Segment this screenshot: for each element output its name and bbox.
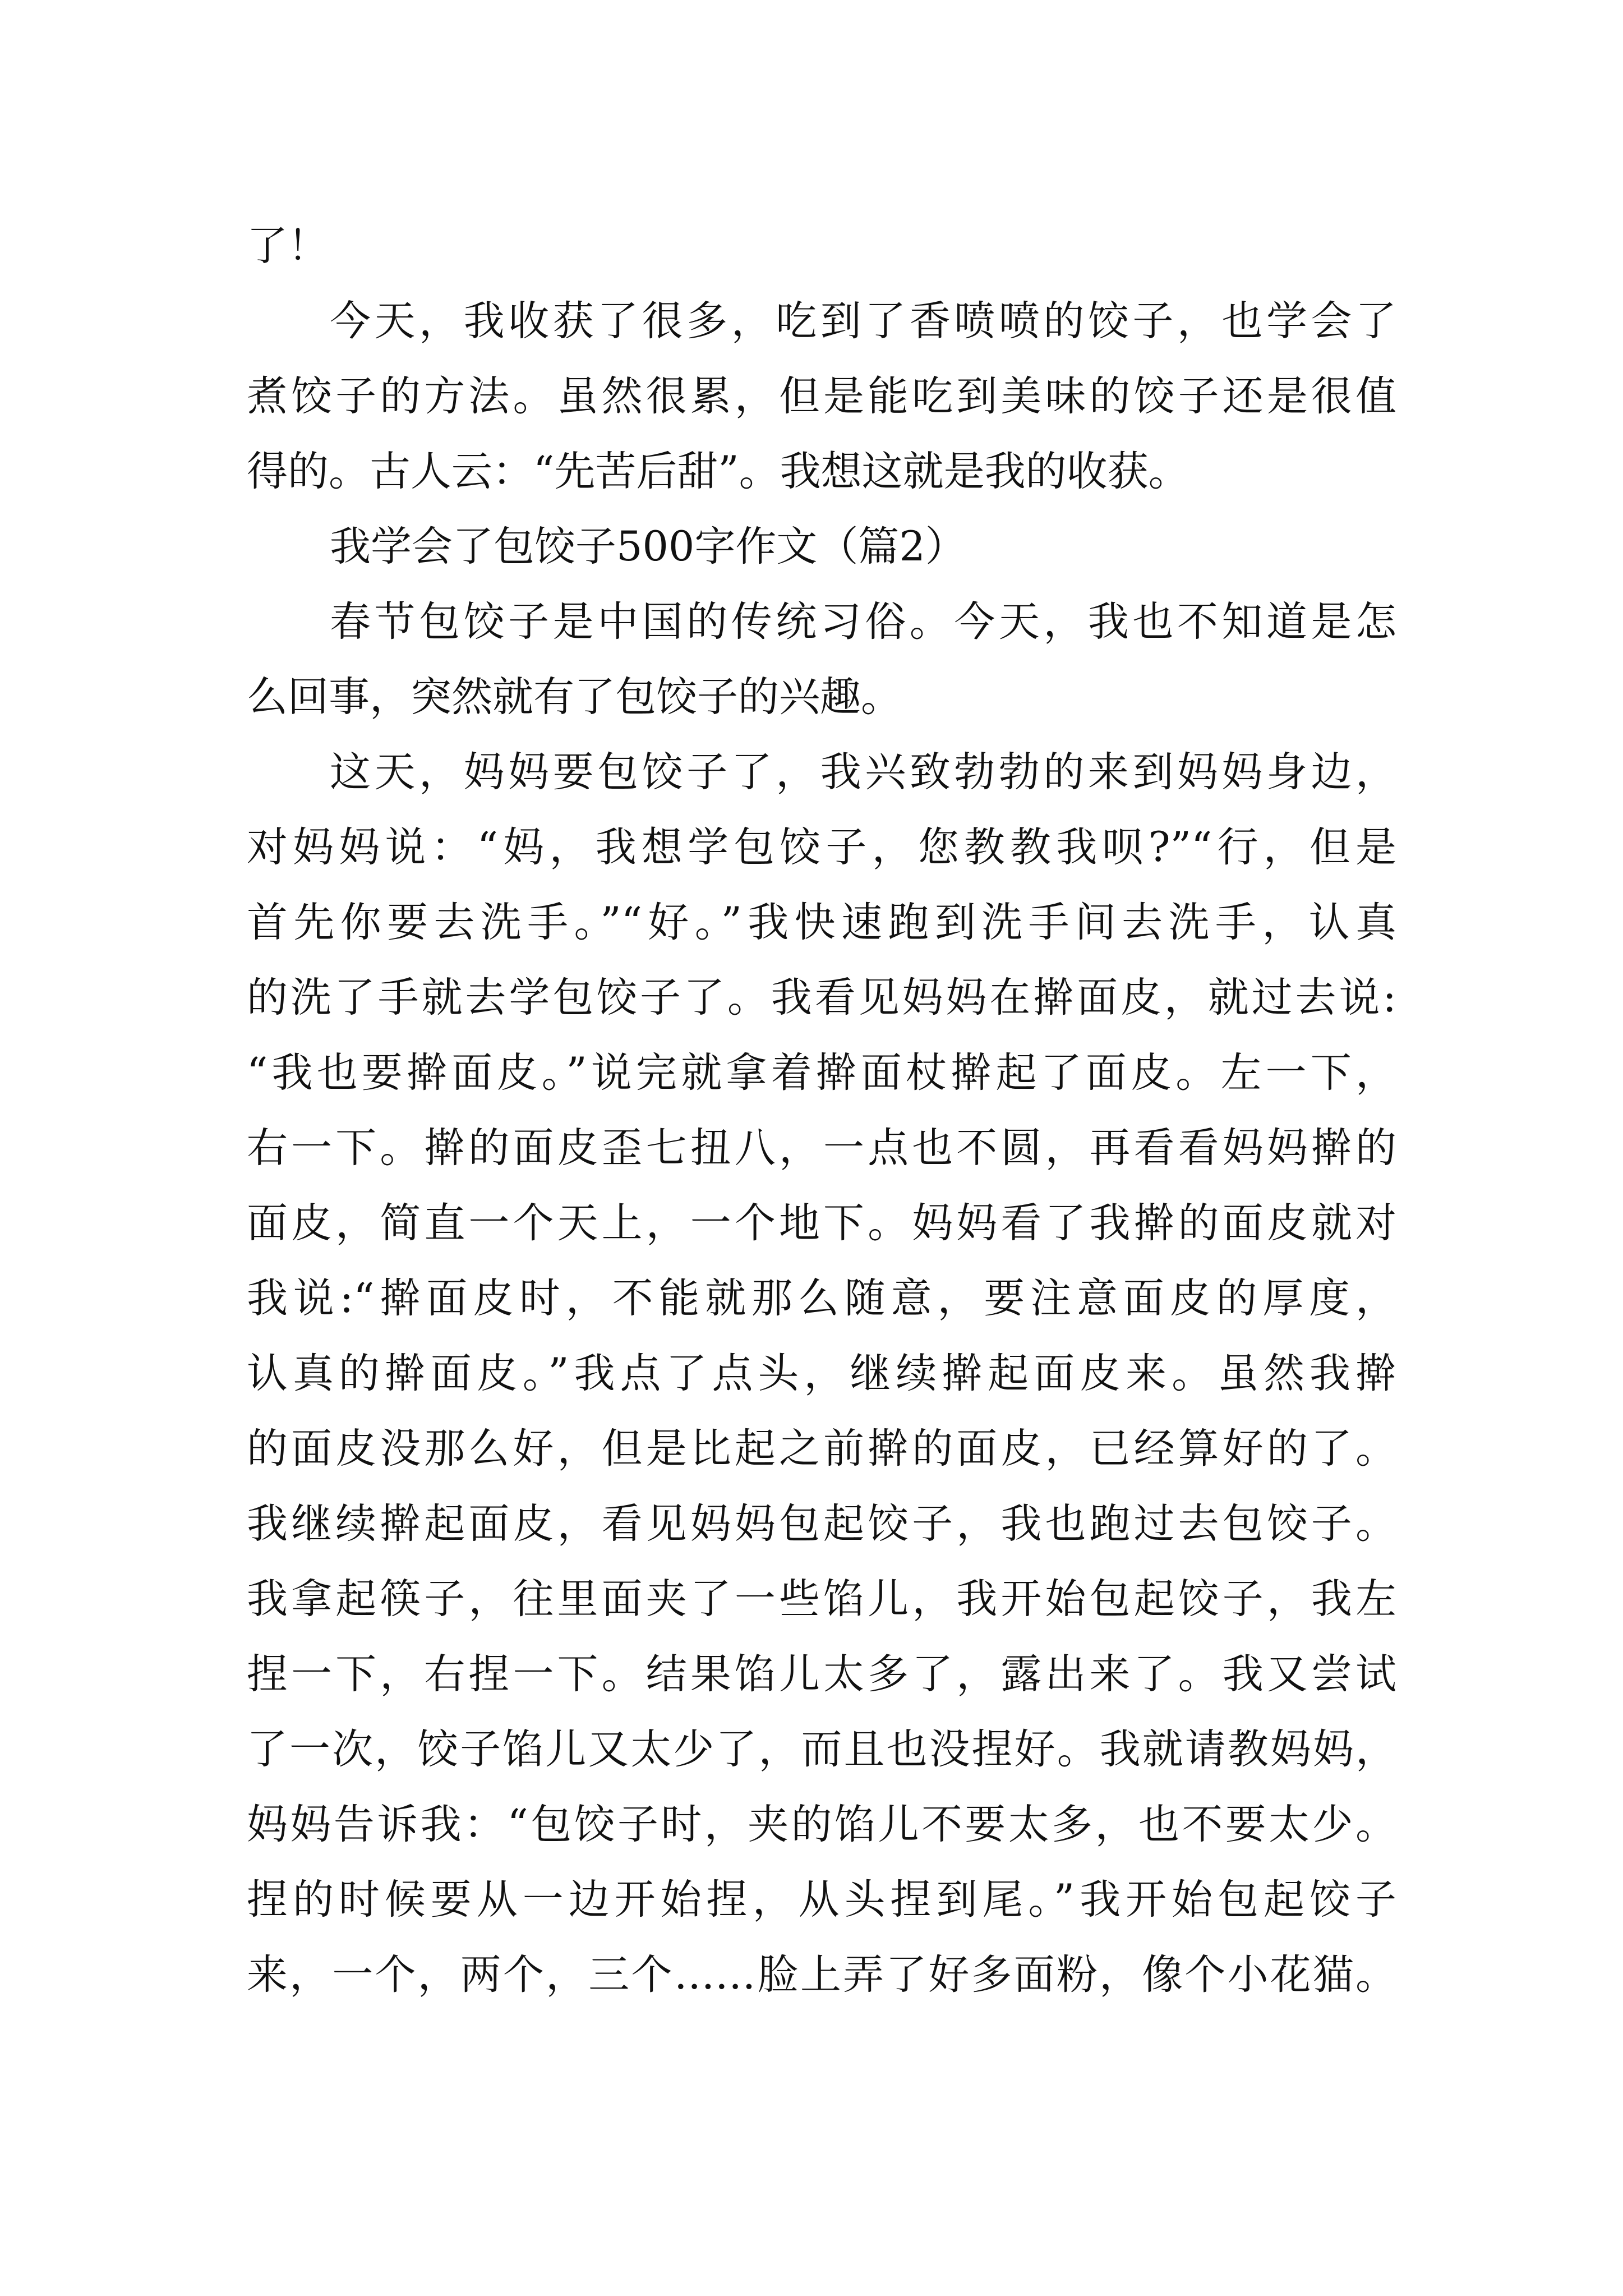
text-line: 今天，我收获了很多，吃到了香喷喷的饺子，也学会了 xyxy=(330,297,1396,345)
text-line: 认真的擀面皮。”我点了点头，继续擀起面皮来。虽然我擀 xyxy=(247,1350,1396,1397)
text-line: 我拿起筷子，往里面夹了一些馅儿，我开始包起饺子，我左 xyxy=(247,1575,1396,1623)
text-line: 面皮，简直一个天上，一个地下。妈妈看了我擀的面皮就对 xyxy=(247,1199,1396,1247)
text-line: 春节包饺子是中国的传统习俗。今天，我也不知道是怎 xyxy=(330,598,1396,646)
text-line: 的洗了手就去学包饺子了。我看见妈妈在擀面皮，就过去说: xyxy=(247,974,1396,1022)
text-line: 我继续擀起面皮，看见妈妈包起饺子，我也跑过去包饺子。 xyxy=(247,1500,1396,1548)
text-line: 得的。古人云：“先苦后甜”。我想这就是我的收获。 xyxy=(247,448,1189,495)
text-line: 捏一下，右捏一下。结果馅儿太多了，露出来了。我又尝试 xyxy=(247,1650,1396,1698)
text-line: 我说:“擀面皮时，不能就那么随意，要注意面皮的厚度， xyxy=(247,1274,1396,1322)
text-line: 煮饺子的方法。虽然很累，但是能吃到美味的饺子还是很值 xyxy=(247,372,1396,420)
text-line: 捏的时候要从一边开始捏，从头捏到尾。”我开始包起饺子 xyxy=(247,1876,1396,1924)
text-line: 么回事，突然就有了包饺子的兴趣。 xyxy=(247,673,902,721)
text-line: 这天，妈妈要包饺子了，我兴致勃勃的来到妈妈身边， xyxy=(330,748,1396,796)
text-line: 了一次，饺子馅儿又太少了，而且也没捏好。我就请教妈妈， xyxy=(247,1726,1396,1773)
text-line: 的面皮没那么好，但是比起之前擀的面皮，已经算好的了。 xyxy=(247,1425,1396,1473)
text-line: 右一下。擀的面皮歪七扭八，一点也不圆，再看看妈妈擀的 xyxy=(247,1124,1396,1172)
text-line: 对妈妈说：“妈，我想学包饺子，您教教我呗?”“行，但是 xyxy=(247,823,1396,871)
essay-body xyxy=(247,209,1396,2013)
section-heading: 我学会了包饺子500字作文（篇2） xyxy=(330,523,966,570)
text-line: “我也要擀面皮。”说完就拿着擀面杖擀起了面皮。左一下， xyxy=(247,1049,1396,1097)
text-line: 首先你要去洗手。”“好。”我快速跑到洗手间去洗手，认真 xyxy=(247,899,1396,946)
text-line: 来，一个，两个，三个……脸上弄了好多面粉，像个小花猫。 xyxy=(247,1951,1396,1999)
text-line: 了！ xyxy=(247,222,329,270)
text-line: 妈妈告诉我：“包饺子时，夹的馅儿不要太多，也不要太少。 xyxy=(247,1801,1396,1848)
